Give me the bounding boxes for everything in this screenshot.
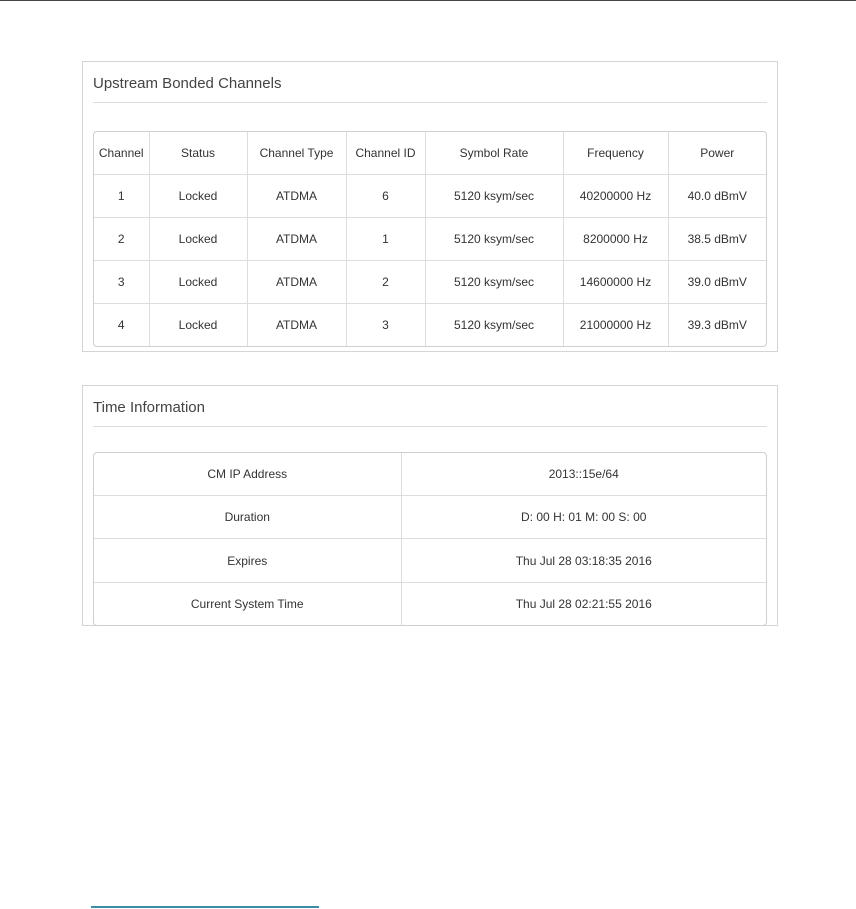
cell-channel-id: 1 bbox=[346, 218, 425, 261]
duration-value: D: 00 H: 01 M: 00 S: 00 bbox=[401, 496, 766, 539]
table-row bbox=[94, 453, 766, 496]
time-information-panel bbox=[82, 385, 778, 626]
cm-ip-address-label: CM IP Address bbox=[94, 453, 401, 496]
table-row bbox=[94, 175, 766, 218]
cell-channel-type: ATDMA bbox=[247, 304, 346, 347]
cell-power: 39.3 dBmV bbox=[687, 318, 747, 332]
upstream-header-row bbox=[94, 132, 766, 175]
cell-channel-id: 2 bbox=[346, 261, 425, 304]
cell-channel-type: ATDMA bbox=[247, 175, 346, 218]
table-row bbox=[94, 261, 766, 304]
current-system-time-label: Current System Time bbox=[94, 582, 401, 625]
cell-channel-type: ATDMA bbox=[247, 261, 346, 304]
cell-channel-id: 6 bbox=[346, 175, 425, 218]
time-information-table bbox=[94, 453, 766, 625]
column-header-channel-id: Channel ID bbox=[346, 132, 425, 175]
cell-frequency: 14600000 Hz bbox=[563, 261, 668, 304]
table-row bbox=[94, 496, 766, 539]
column-header-symbol-rate: Symbol Rate bbox=[425, 132, 563, 175]
footer-accent-line bbox=[91, 906, 319, 908]
cell-symbol-rate: 5120 ksym/sec bbox=[425, 261, 563, 304]
cm-ip-address-value: 2013::15e/64 bbox=[401, 453, 766, 496]
cell-frequency: 40200000 Hz bbox=[563, 175, 668, 218]
cell-power: 39.0 dBmV bbox=[668, 261, 766, 304]
cell-symbol-rate: 5120 ksym/sec bbox=[425, 304, 563, 347]
cell-status: Locked bbox=[149, 218, 247, 261]
table-row bbox=[94, 218, 766, 261]
upstream-channels-table bbox=[94, 132, 766, 346]
top-divider bbox=[0, 0, 856, 1]
column-header-frequency: Frequency bbox=[563, 132, 668, 175]
cell-channel: 4 bbox=[94, 304, 149, 347]
cell-symbol-rate: 5120 ksym/sec bbox=[425, 175, 563, 218]
column-header-status: Status bbox=[149, 132, 247, 175]
cell-status: Locked bbox=[149, 304, 247, 347]
upstream-bonded-channels-panel bbox=[82, 61, 778, 352]
upstream-table-wrapper bbox=[93, 131, 767, 347]
column-header-power: Power bbox=[668, 132, 766, 175]
cell-channel-type: ATDMA bbox=[247, 218, 346, 261]
table-row bbox=[94, 304, 766, 347]
column-header-channel: Channel bbox=[94, 132, 149, 175]
cell-frequency: 21000000 Hz bbox=[563, 304, 668, 347]
cell-channel: 1 bbox=[94, 175, 149, 218]
time-panel-title: Time Information bbox=[93, 398, 767, 427]
time-table-wrapper bbox=[93, 452, 767, 626]
cell-channel: 2 bbox=[94, 218, 149, 261]
cell-frequency: 8200000 Hz bbox=[563, 218, 668, 261]
cell-channel: 3 bbox=[94, 261, 149, 304]
cell-status: Locked bbox=[149, 175, 247, 218]
column-header-channel-type: Channel Type bbox=[247, 132, 346, 175]
duration-label: Duration bbox=[94, 496, 401, 539]
cell-power: 40.0 dBmV bbox=[668, 175, 766, 218]
current-system-time-value: Thu Jul 28 02:21:55 2016 bbox=[515, 596, 652, 611]
cell-status: Locked bbox=[149, 261, 247, 304]
expires-value: Thu Jul 28 03:18:35 2016 bbox=[401, 539, 766, 582]
cell-channel-id: 3 bbox=[346, 304, 425, 347]
cell-power: 38.5 dBmV bbox=[668, 218, 766, 261]
expires-label: Expires bbox=[94, 539, 401, 582]
cell-symbol-rate: 5120 ksym/sec bbox=[425, 218, 563, 261]
table-row bbox=[94, 582, 766, 625]
upstream-panel-title: Upstream Bonded Channels bbox=[93, 74, 767, 103]
table-row bbox=[94, 539, 766, 582]
